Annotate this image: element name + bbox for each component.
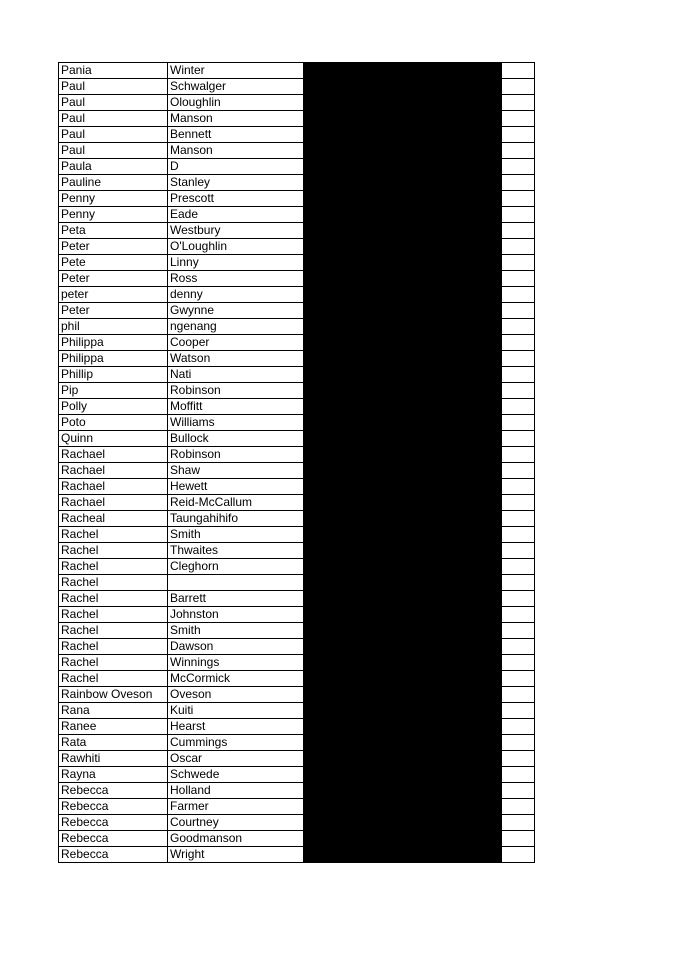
empty-cell [502,847,535,863]
empty-cell [502,79,535,95]
empty-cell [502,383,535,399]
empty-cell [502,399,535,415]
first-name-cell: Polly [59,399,168,415]
last-name-cell: Watson [168,351,304,367]
first-name-cell: Rebecca [59,847,168,863]
empty-cell [502,255,535,271]
empty-cell [502,351,535,367]
last-name-cell: Schwalger [168,79,304,95]
first-name-cell: Rainbow Oveson [59,687,168,703]
name-list-table [58,62,535,863]
last-name-cell: Reid-McCallum [168,495,304,511]
last-name-cell: Shaw [168,463,304,479]
last-name-cell: Moffitt [168,399,304,415]
last-name-cell: Linny [168,255,304,271]
last-name-cell: Manson [168,143,304,159]
first-name-cell: Paula [59,159,168,175]
first-name-cell: Rayna [59,767,168,783]
first-name-cell: Paul [59,111,168,127]
empty-cell [502,159,535,175]
first-name-cell: Pauline [59,175,168,191]
first-name-cell: Paul [59,143,168,159]
empty-cell [502,271,535,287]
first-name-cell: Rachel [59,639,168,655]
empty-cell [502,623,535,639]
last-name-cell: Hewett [168,479,304,495]
first-name-cell: Rachel [59,527,168,543]
last-name-cell: Barrett [168,591,304,607]
empty-cell [502,143,535,159]
last-name-cell: Farmer [168,799,304,815]
empty-cell [502,367,535,383]
empty-cell [502,175,535,191]
empty-cell [502,735,535,751]
empty-cell [502,223,535,239]
first-name-cell: Poto [59,415,168,431]
empty-cell [502,111,535,127]
first-name-cell: Phillip [59,367,168,383]
empty-cell [502,239,535,255]
last-name-cell: Robinson [168,383,304,399]
first-name-cell: Rebecca [59,783,168,799]
last-name-cell: Stanley [168,175,304,191]
last-name-cell: Oscar [168,751,304,767]
first-name-cell: Rawhiti [59,751,168,767]
last-name-cell: Bullock [168,431,304,447]
empty-cell [502,335,535,351]
last-name-cell: Eade [168,207,304,223]
first-name-cell: Rebecca [59,831,168,847]
empty-cell [502,703,535,719]
first-name-cell: Quinn [59,431,168,447]
last-name-cell: Oloughlin [168,95,304,111]
last-name-cell: Manson [168,111,304,127]
first-name-cell: Rachel [59,575,168,591]
empty-cell [502,511,535,527]
empty-cell [502,63,535,79]
last-name-cell: denny [168,287,304,303]
empty-cell [502,831,535,847]
first-name-cell: Philippa [59,335,168,351]
last-name-cell: Cummings [168,735,304,751]
empty-cell [502,95,535,111]
first-name-cell: Rachel [59,543,168,559]
first-name-cell: phil [59,319,168,335]
empty-cell [502,591,535,607]
empty-cell [502,799,535,815]
first-name-cell: Penny [59,207,168,223]
last-name-cell: Westbury [168,223,304,239]
empty-cell [502,719,535,735]
first-name-cell: Rachael [59,479,168,495]
last-name-cell: Cooper [168,335,304,351]
empty-cell [502,527,535,543]
empty-cell [502,415,535,431]
first-name-cell: Pania [59,63,168,79]
last-name-cell: McCormick [168,671,304,687]
first-name-cell: Racheal [59,511,168,527]
empty-cell [502,783,535,799]
last-name-cell: ngenang [168,319,304,335]
name-list-body [59,63,535,863]
last-name-cell: Prescott [168,191,304,207]
first-name-cell: Rachael [59,447,168,463]
last-name-cell: Holland [168,783,304,799]
last-name-cell: Hearst [168,719,304,735]
first-name-cell: Rata [59,735,168,751]
last-name-cell: Taungahihifo [168,511,304,527]
last-name-cell [168,575,304,591]
first-name-cell: Peter [59,271,168,287]
last-name-cell: Robinson [168,447,304,463]
empty-cell [502,127,535,143]
first-name-cell: Rachel [59,671,168,687]
first-name-cell: Rachael [59,495,168,511]
first-name-cell: Paul [59,79,168,95]
last-name-cell: Schwede [168,767,304,783]
last-name-cell: Kuiti [168,703,304,719]
first-name-cell: Paul [59,95,168,111]
empty-cell [502,815,535,831]
first-name-cell: Rana [59,703,168,719]
first-name-cell: Rebecca [59,799,168,815]
first-name-cell: Philippa [59,351,168,367]
empty-cell [502,495,535,511]
empty-cell [502,767,535,783]
last-name-cell: Wright [168,847,304,863]
last-name-cell: Smith [168,527,304,543]
empty-cell [502,447,535,463]
last-name-cell: Johnston [168,607,304,623]
empty-cell [502,655,535,671]
last-name-cell: Ross [168,271,304,287]
first-name-cell: Rachel [59,591,168,607]
empty-cell [502,559,535,575]
redaction-block [304,63,502,863]
empty-cell [502,303,535,319]
empty-cell [502,687,535,703]
empty-cell [502,207,535,223]
first-name-cell: peter [59,287,168,303]
first-name-cell: Paul [59,127,168,143]
first-name-cell: Rachel [59,559,168,575]
empty-cell [502,543,535,559]
first-name-cell: Pete [59,255,168,271]
last-name-cell: O'Loughlin [168,239,304,255]
last-name-cell: Winter [168,63,304,79]
first-name-cell: Ranee [59,719,168,735]
first-name-cell: Rachel [59,655,168,671]
first-name-cell: Peter [59,303,168,319]
last-name-cell: Dawson [168,639,304,655]
empty-cell [502,751,535,767]
first-name-cell: Pip [59,383,168,399]
empty-cell [502,607,535,623]
last-name-cell: D [168,159,304,175]
empty-cell [502,287,535,303]
last-name-cell: Nati [168,367,304,383]
empty-cell [502,191,535,207]
empty-cell [502,479,535,495]
empty-cell [502,431,535,447]
last-name-cell: Oveson [168,687,304,703]
last-name-cell: Thwaites [168,543,304,559]
empty-cell [502,319,535,335]
empty-cell [502,575,535,591]
first-name-cell: Peter [59,239,168,255]
last-name-cell: Courtney [168,815,304,831]
empty-cell [502,463,535,479]
first-name-cell: Peta [59,223,168,239]
empty-cell [502,639,535,655]
last-name-cell: Williams [168,415,304,431]
last-name-cell: Cleghorn [168,559,304,575]
table-row [59,63,535,79]
empty-cell [502,671,535,687]
first-name-cell: Rachel [59,607,168,623]
first-name-cell: Rachael [59,463,168,479]
first-name-cell: Rebecca [59,815,168,831]
last-name-cell: Gwynne [168,303,304,319]
last-name-cell: Smith [168,623,304,639]
last-name-cell: Bennett [168,127,304,143]
last-name-cell: Winnings [168,655,304,671]
last-name-cell: Goodmanson [168,831,304,847]
first-name-cell: Rachel [59,623,168,639]
first-name-cell: Penny [59,191,168,207]
